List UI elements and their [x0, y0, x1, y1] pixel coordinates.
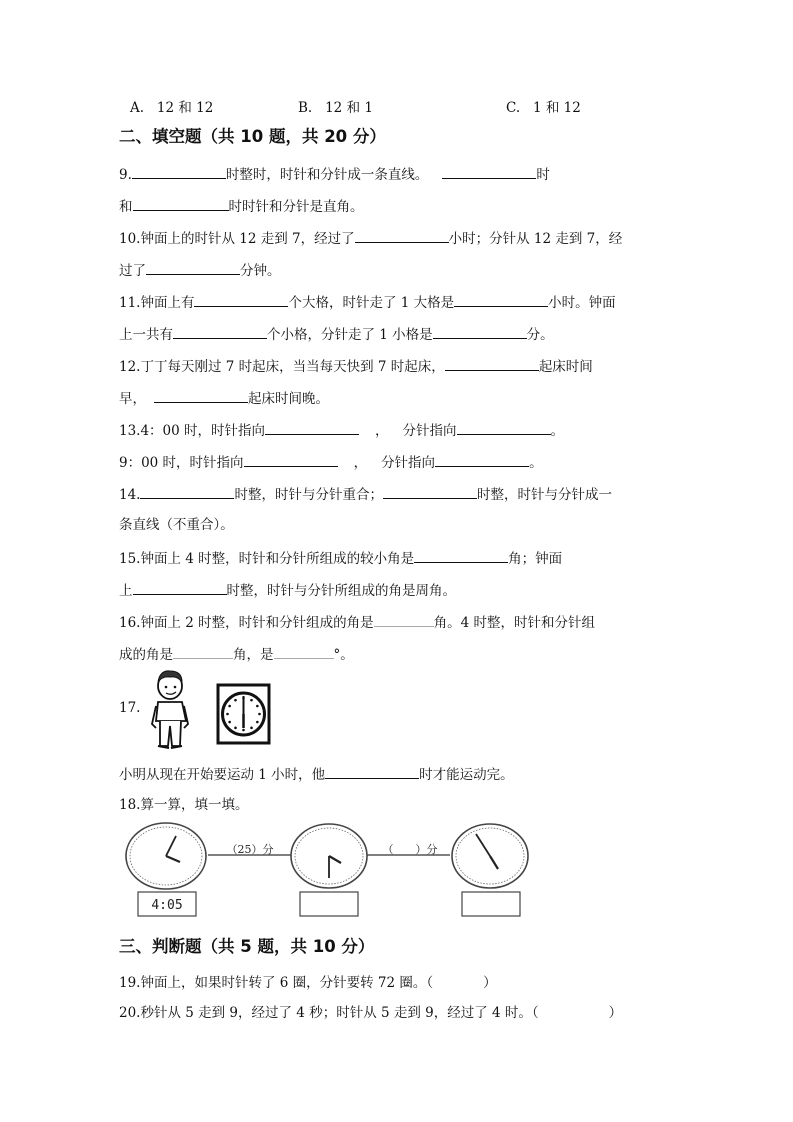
q15-text: 角；钟面	[508, 551, 563, 567]
question-12-line-1	[119, 355, 593, 377]
answer-blank[interactable]	[433, 323, 527, 339]
option-a	[130, 96, 213, 116]
clock-numeral-mark	[256, 721, 259, 724]
q14-text: 时整，时针与分针成一	[476, 487, 612, 503]
answer-blank[interactable]	[457, 419, 551, 435]
clock-numeral-mark	[226, 713, 229, 716]
clock-3	[452, 824, 528, 916]
q17-number: 17.	[119, 700, 141, 716]
q17-text: 时才能运动完。	[419, 767, 514, 783]
q10-text: 分钟。	[240, 263, 281, 279]
q11-text: 小时。钟面	[548, 295, 616, 311]
question-13-line-1	[119, 419, 564, 441]
q10-text: 10.钟面上的时针从 12 走到 7，经过了	[119, 231, 355, 247]
clock-2	[291, 824, 367, 916]
interval-label-1: （25）分	[226, 843, 274, 856]
answer-blank[interactable]	[133, 195, 229, 211]
answer-blank[interactable]	[244, 451, 338, 467]
q10-text: 过了	[119, 263, 146, 279]
section-3-heading: 三、判断题（共 5 题，共 10 分）	[119, 937, 375, 956]
boy-illustration	[148, 666, 193, 752]
q13-text: 分针指向	[381, 455, 436, 471]
question-10-line-2	[119, 259, 281, 281]
option-b-letter: B.	[298, 100, 313, 116]
answer-blank[interactable]	[274, 643, 334, 659]
clock-q17	[216, 683, 271, 745]
q15-text: 时整，时针与分针所组成的角是周角。	[226, 583, 456, 599]
question-13-line-2	[119, 451, 543, 473]
q11-text: 个小格，分针走了 1 小格是	[267, 327, 433, 343]
q12-text: 起床时间	[538, 359, 593, 375]
option-c-text: 1 和 12	[533, 100, 581, 116]
clock-1	[126, 823, 206, 916]
q16-text: 成的角是	[119, 647, 173, 663]
question-11-line-2	[119, 323, 554, 345]
q14-text: 条直线（不重合）。	[119, 517, 234, 533]
answer-blank[interactable]	[132, 163, 226, 179]
q14-text: 14.	[119, 487, 141, 503]
answer-blank[interactable]	[325, 763, 419, 779]
clock-sequence-diagram	[120, 822, 680, 922]
answer-blank[interactable]	[146, 259, 240, 275]
q13-text: 。	[550, 423, 565, 439]
clock-numeral-mark	[234, 699, 237, 702]
answer-blank[interactable]	[442, 163, 536, 179]
q11-text: 11.钟面上有	[119, 295, 195, 311]
answer-blank[interactable]	[414, 547, 508, 563]
clock-numeral-mark	[228, 721, 231, 724]
question-10-line-1	[119, 227, 622, 249]
interval-label-2: （ ）分	[382, 843, 438, 856]
answer-blank[interactable]	[265, 419, 359, 435]
question-16-line-1	[119, 611, 595, 633]
answer-blank[interactable]	[173, 643, 233, 659]
q19-text: ）	[483, 975, 497, 991]
section-2-heading: 二、填空题（共 10 题，共 20 分）	[119, 127, 386, 146]
answer-blank[interactable]	[355, 227, 449, 243]
answer-blank[interactable]	[194, 291, 288, 307]
q17-text: 小明从现在开始要运动 1 小时，他	[119, 767, 326, 783]
answer-blank[interactable]	[154, 387, 248, 403]
q16-text: 角。4 时整，时针和分针组	[433, 615, 596, 631]
q12-text: 起床时间晚。	[248, 391, 329, 407]
q19-text: 19.钟面上，如果时针转了 6 圈，分针要转 72 圈。（	[119, 975, 434, 991]
question-17-text	[119, 763, 514, 785]
answer-blank[interactable]	[173, 323, 267, 339]
q9-number: 9.	[119, 167, 132, 183]
q14-text: 时整，时针与分针重合；	[234, 487, 383, 503]
question-19	[119, 973, 497, 993]
answer-blank[interactable]	[435, 451, 529, 467]
q20-text: ）	[608, 1005, 623, 1021]
q13-text: ，	[353, 455, 368, 471]
q13-text: 。	[529, 455, 543, 471]
question-15-line-1	[119, 547, 562, 569]
q13-text: 分针指向	[402, 423, 457, 439]
q16-text: 角，是	[233, 647, 274, 663]
option-b-text: 12 和 1	[325, 100, 373, 116]
time-box-2[interactable]	[300, 892, 358, 916]
answer-blank[interactable]	[374, 611, 434, 627]
option-a-text: 12 和 12	[156, 100, 214, 116]
question-16-line-2	[119, 643, 354, 665]
q9-text: 和	[119, 199, 133, 215]
q12-text: 早，	[119, 391, 146, 407]
question-15-line-2	[119, 579, 456, 601]
option-c	[506, 96, 581, 116]
q12-text: 12.丁丁每天刚过 7 时起床，当当每天快到 7 时起床，	[119, 359, 445, 375]
q16-text: °。	[333, 647, 354, 663]
q9-text: 时时针和分针是直角。	[228, 199, 364, 215]
q13-text: 13.4：00 时，时针指向	[119, 423, 266, 439]
clock-numeral-mark	[258, 713, 261, 716]
q9-text: 时	[536, 167, 550, 183]
question-12-line-2	[119, 387, 329, 409]
clock-numeral-mark	[242, 729, 245, 732]
answer-blank[interactable]	[133, 579, 227, 595]
answer-blank[interactable]	[383, 483, 477, 499]
clock-numeral-mark	[234, 727, 237, 730]
option-c-letter: C.	[506, 100, 521, 116]
question-18-text: 18.算一算，填一填。	[119, 797, 249, 813]
option-a-letter: A.	[130, 100, 145, 116]
answer-blank[interactable]	[454, 291, 548, 307]
time-box-3[interactable]	[462, 892, 520, 916]
question-11-line-1	[119, 291, 616, 313]
answer-blank[interactable]	[445, 355, 539, 371]
question-14-line-1	[119, 483, 612, 505]
q13-text: ，	[375, 423, 389, 439]
clock-numeral-mark	[228, 705, 231, 708]
q10-text: 小时；分针从 12 走到 7，经	[448, 231, 623, 247]
q9-text: 时整时，时针和分针成一条直线。	[225, 167, 429, 183]
q13-text: 9：00 时，时针指向	[119, 455, 244, 471]
q11-text: 上一共有	[119, 327, 173, 343]
q16-text: 16.钟面上 2 时整，时针和分针组成的角是	[119, 615, 374, 631]
clock-numeral-mark	[250, 699, 253, 702]
option-b	[298, 96, 373, 116]
clock-numeral-mark	[256, 705, 259, 708]
clock-numeral-mark	[250, 727, 253, 730]
question-14-line-2	[119, 515, 234, 535]
q15-text: 15.钟面上 4 时整，时针和分针所组成的较小角是	[119, 551, 415, 567]
question-20	[119, 1003, 622, 1023]
time-label-1: 4:05	[151, 898, 183, 913]
answer-blank[interactable]	[140, 483, 234, 499]
question-9-line-2	[119, 195, 364, 217]
q20-text: 20.秒针从 5 走到 9，经过了 4 秒；时针从 5 走到 9，经过了 4 时。（	[119, 1005, 539, 1021]
q11-text: 分。	[526, 327, 554, 343]
q11-text: 个大格，时针走了 1 大格是	[288, 295, 455, 311]
question-9-line-1	[119, 163, 550, 185]
q15-text: 上	[119, 583, 133, 599]
